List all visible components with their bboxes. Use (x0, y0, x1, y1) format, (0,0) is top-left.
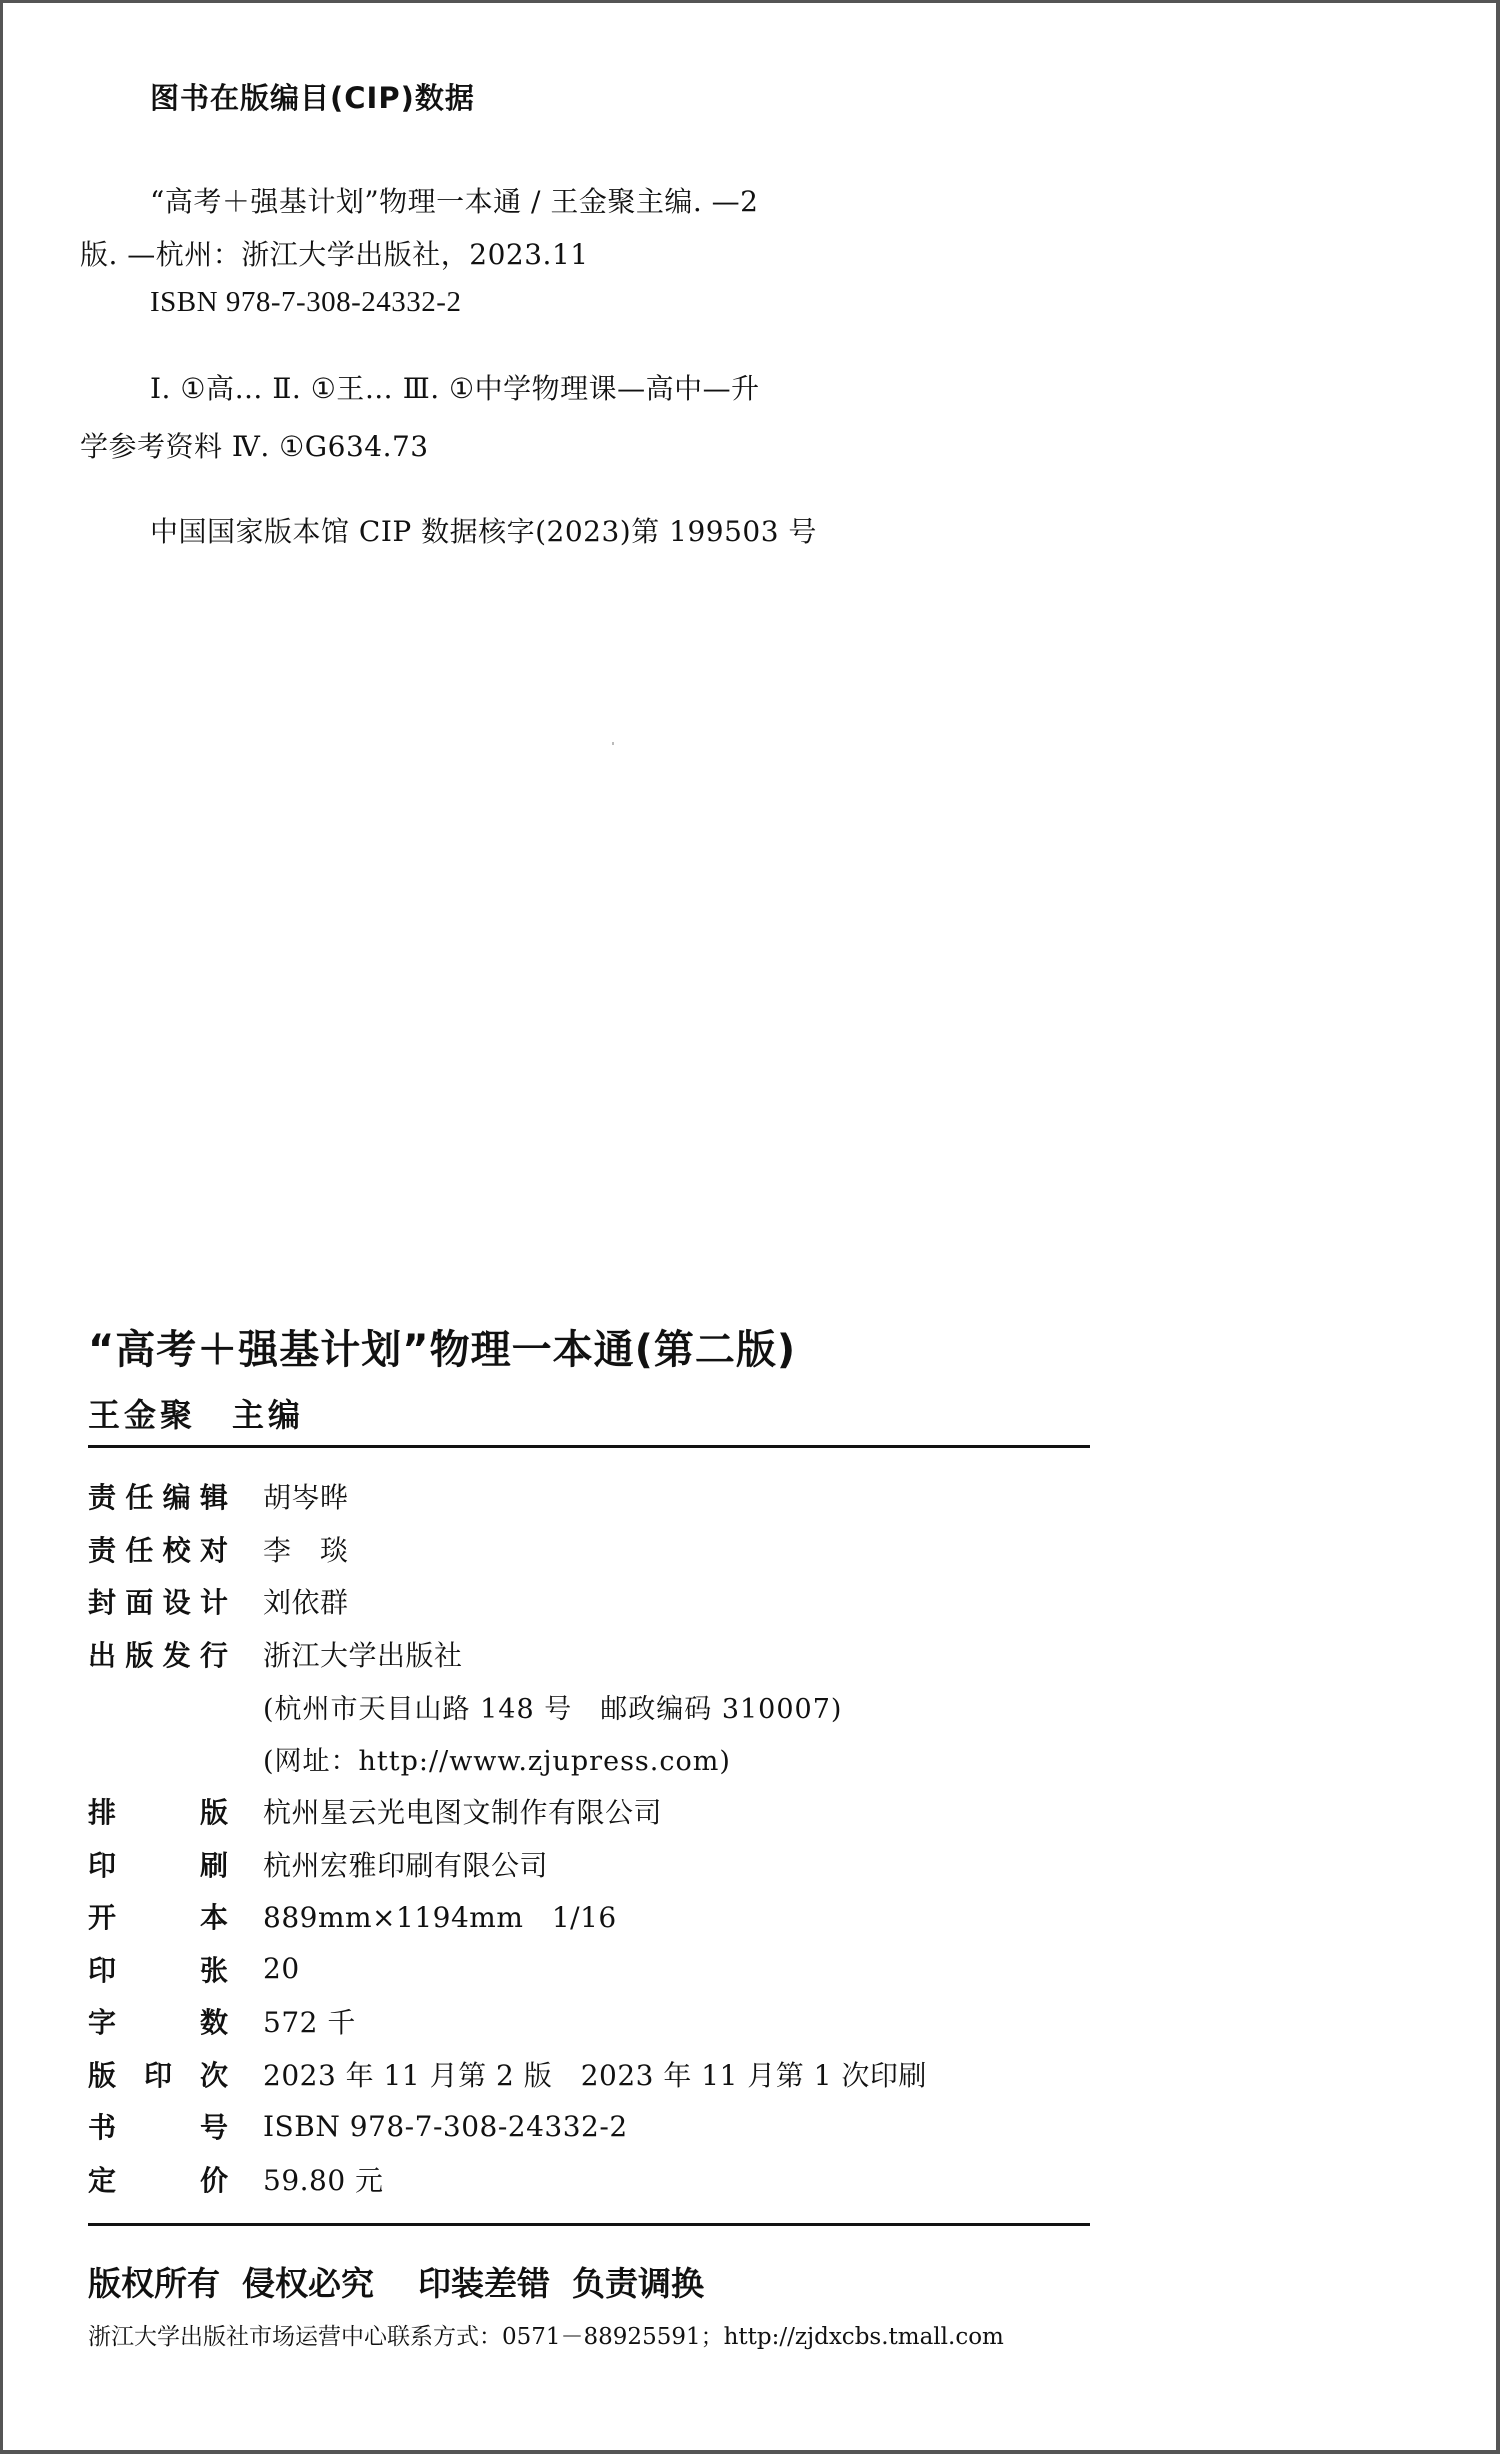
colophon-row (88, 1523, 1098, 1576)
colophon-value: ISBN 978-7-308-24332-2 (263, 2109, 628, 2143)
colophon-row (88, 1838, 1098, 1891)
contact-info: 浙江大学出版社市场运营中心联系方式：0571－88925591；http://zjdxcbs.tmall.com (88, 2324, 1004, 2350)
colophon-label-char: 书 (88, 2111, 117, 2145)
colophon-label (88, 1949, 228, 1989)
colophon-label-char: 发 (162, 1638, 191, 1672)
colophon-label-char: 设 (162, 1586, 191, 1620)
colophon-row (88, 1890, 1098, 1943)
colophon-label-char: 定 (88, 2163, 117, 2197)
copyright-notice (88, 2258, 726, 2305)
colophon-label-char: 价 (199, 2163, 228, 2197)
rights-phrase: 负责调换 (572, 2264, 704, 2303)
colophon-label-char: 印 (143, 2058, 172, 2092)
colophon-label (88, 1581, 228, 1621)
divider-bottom (88, 2223, 1090, 2226)
colophon-value: 李 琰 (263, 1533, 349, 1567)
colophon-row (88, 1628, 1098, 1681)
colophon-value: 浙江大学出版社 (263, 1638, 463, 1672)
colophon-value: 刘依群 (263, 1586, 349, 1620)
colophon-label-char: 任 (125, 1533, 154, 1567)
colophon-label-char: 行 (199, 1638, 228, 1672)
colophon-label-char: 印 (88, 1953, 117, 1987)
colophon-value: 889mm×1194mm 1/16 (263, 1901, 617, 1935)
colophon-value: 杭州星云光电图文制作有限公司 (263, 1796, 663, 1830)
colophon-label-char: 次 (199, 2058, 228, 2092)
cip-publisher-line: 版. —杭州：浙江大学出版社，2023.11 (80, 238, 589, 271)
colophon-value: (网址：http://www.zjupress.com) (263, 1746, 731, 1778)
cip-heading: 图书在版编目(CIP)数据 (150, 81, 475, 115)
cip-classification-line: 学参考资料 Ⅳ. ①G634.73 (80, 430, 429, 463)
colophon-value: (杭州市天目山路 148 号 邮政编码 310007) (263, 1693, 843, 1725)
colophon-label (88, 2159, 228, 2199)
colophon-label (88, 2106, 228, 2146)
colophon-row (88, 1470, 1098, 1523)
colophon-row (88, 1680, 1098, 1733)
colophon-label-char: 刷 (199, 1848, 228, 1882)
colophon-label-char: 封 (88, 1586, 117, 1620)
rights-phrase: 侵权必究 (242, 2264, 374, 2303)
colophon-label-char: 版 (88, 2058, 117, 2092)
colophon-label-char: 版 (199, 1796, 228, 1830)
colophon-label (88, 2054, 228, 2094)
colophon-value: 胡岑晔 (263, 1481, 349, 1515)
colophon-label-char: 印 (88, 1848, 117, 1882)
colophon-label-char: 辑 (199, 1481, 228, 1515)
colophon-value: 572 千 (263, 2006, 356, 2040)
rights-phrase: 版权所有 (88, 2264, 220, 2303)
colophon-label (88, 1791, 228, 1831)
colophon-row (88, 1785, 1098, 1838)
colophon-label-char: 责 (88, 1481, 117, 1515)
colophon-label-char: 责 (88, 1533, 117, 1567)
colophon-label-char: 任 (125, 1481, 154, 1515)
colophon-label-char: 校 (162, 1533, 191, 1567)
colophon-value: 20 (263, 1952, 300, 1986)
colophon-label-char: 对 (199, 1533, 228, 1567)
colophon-label-char: 出 (88, 1638, 117, 1672)
colophon-label-char: 号 (199, 2111, 228, 2145)
colophon-row (88, 1575, 1098, 1628)
cip-title-line: “高考＋强基计划”物理一本通 / 王金聚主编. —2 (150, 185, 759, 218)
colophon-label (88, 1634, 228, 1674)
colophon-value: 杭州宏雅印刷有限公司 (263, 1848, 549, 1882)
colophon-label-char: 版 (125, 1638, 154, 1672)
colophon-row (88, 1733, 1098, 1786)
cip-verification-number: 中国国家版本馆 CIP 数据核字(2023)第 199503 号 (150, 515, 817, 548)
colophon-row (88, 2048, 1098, 2101)
colophon-label (88, 1844, 228, 1884)
colophon-row (88, 2100, 1098, 2153)
colophon-label (88, 1529, 228, 1569)
colophon-label-char: 张 (199, 1953, 228, 1987)
colophon-label-char: 字 (88, 2006, 117, 2040)
book-title: “高考＋强基计划”物理一本通(第二版) (88, 1327, 797, 1373)
colophon-row (88, 1943, 1098, 1996)
cip-subject-line: Ⅰ. ①高… Ⅱ. ①王… Ⅲ. ①中学物理课—高中—升 (150, 372, 760, 405)
book-author: 王金聚 主编 (88, 1396, 305, 1434)
colophon-label-char: 编 (162, 1481, 191, 1515)
colophon-label-char: 排 (88, 1796, 117, 1830)
colophon-label-char: 面 (125, 1586, 154, 1620)
colophon-value: 59.80 元 (263, 2163, 384, 2197)
colophon-label-char: 计 (199, 1586, 228, 1620)
divider-top (88, 1445, 1090, 1448)
colophon-label-char: 数 (199, 2006, 228, 2040)
colophon-value: 2023 年 11 月第 2 版 2023 年 11 月第 1 次印刷 (263, 2058, 927, 2092)
colophon-label (88, 1476, 228, 1516)
cip-isbn: ISBN 978-7-308-24332-2 (150, 286, 462, 318)
colophon-label-char: 开 (88, 1901, 117, 1935)
scan-speck (612, 742, 614, 745)
colophon-row (88, 1995, 1098, 2048)
colophon-label (88, 1896, 228, 1936)
colophon-table (88, 1470, 1098, 2205)
colophon-row (88, 2153, 1098, 2206)
colophon-label-char: 本 (199, 1901, 228, 1935)
rights-phrase: 印装差错 (418, 2264, 550, 2303)
colophon-label (88, 2001, 228, 2041)
